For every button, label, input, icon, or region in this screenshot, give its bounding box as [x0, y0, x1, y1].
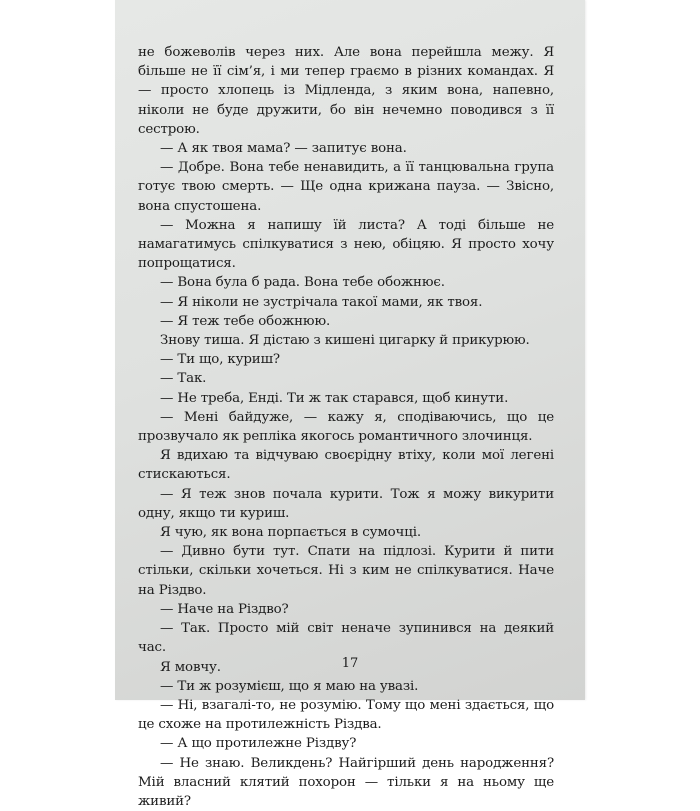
paragraph: — Наче на Різдво?: [160, 601, 289, 617]
paragraph: — Я теж знов почала курити. Тож я можу викурити одну, якщо ти куриш.: [138, 486, 554, 521]
paragraph: — А як твоя мама? — запитує вона.: [160, 141, 407, 157]
paragraph: Знову тиша. Я дістаю з кишені цигарку й прикурюю.: [160, 333, 530, 349]
paragraph: Я мовчу.: [160, 659, 221, 675]
paragraph: — Так. Просто мій світ неначе зупинився на деякий час.: [138, 621, 554, 656]
paragraph: — Добре. Вона тебе ненавидить, а її танцювальна група готує твою смерть. — Ще одна крижана пауза. — Звісно, вона спустошена.: [138, 160, 554, 214]
paragraph: — Так.: [160, 371, 207, 387]
book-page: [115, 0, 585, 809]
page-body-text: [138, 43, 554, 811]
paragraph: Я чую, як вона порпається в сумочці.: [160, 525, 421, 541]
paragraph: Я вдихаю та відчуваю своєрідну втіху, коли мої легені стискаються.: [138, 448, 554, 483]
paragraph: — Ти що, куриш?: [160, 352, 280, 368]
paragraph: — Я ніколи не зустрічала такої мами, як твоя.: [160, 294, 483, 310]
paragraph: — Не знаю. Великдень? Найгірший день народження? Мій власний клятий похорон — тільки я на ньому ще живий?: [138, 755, 554, 809]
paragraph: — Ти ж розумієш, що я маю на увазі.: [160, 678, 419, 694]
paragraph: не божеволів через них. Але вона перейшла межу. Я більше не її сім’я, і ми тепер граємо в різних командах. Я — просто хлопець із Мідленда, з яким вона, напевно, ніколи не буде дружити, бо він нечемно поводився з її сестрою.: [138, 45, 554, 137]
paragraph: — Мені байдуже, — кажу я, сподіваючись, що це прозвучало як репліка якогось романтичного злочинця.: [138, 409, 554, 445]
paragraph: — Дивно бути тут. Спати на підлозі. Курити й пити стільки, скільки хочеться. Ні з ким не спілкуватися. Наче на Різдво.: [138, 544, 554, 598]
paragraph: — Не треба, Енді. Ти ж так старався, щоб кинути.: [160, 390, 509, 406]
paragraph: — Вона була б рада. Вона тебе обожнює.: [160, 275, 445, 291]
paragraph: — Ні, взагалі-то, не розумію. Тому що мені здається, що це схоже на протилежність Різдва.: [138, 697, 554, 733]
page-number: 17: [341, 656, 359, 671]
paragraph: — Я теж тебе обожнюю.: [160, 313, 331, 329]
paragraph: — А що протилежне Різдву?: [160, 736, 357, 752]
paragraph: — Можна я напишу їй листа? А тоді більше не намагатимусь спілкуватися з нею, обіцяю. Я просто хочу попрощатися.: [138, 217, 554, 272]
